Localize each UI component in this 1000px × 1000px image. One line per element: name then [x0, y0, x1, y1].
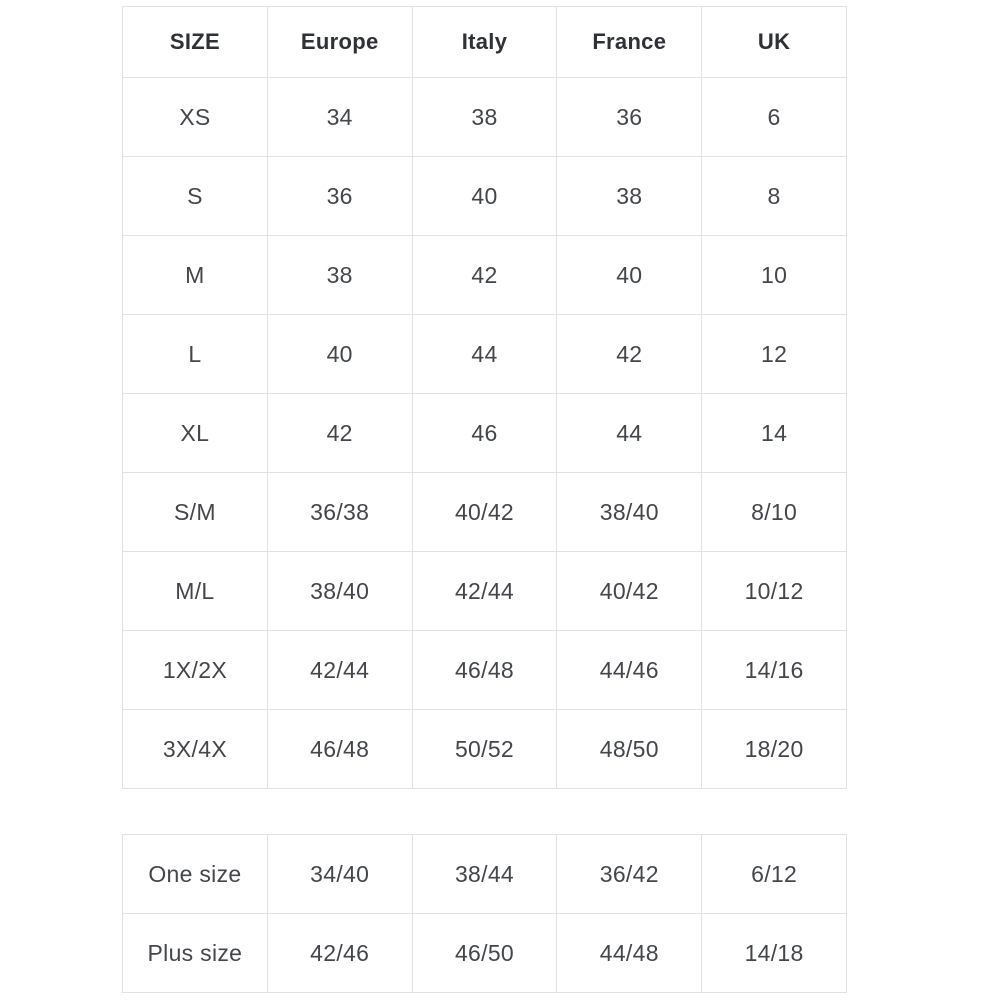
- size-label-cell: M: [123, 236, 268, 315]
- value-cell: 36: [267, 157, 412, 236]
- size-label-cell: One size: [123, 835, 268, 914]
- table-row: [123, 473, 847, 552]
- value-cell: 38: [557, 157, 702, 236]
- value-cell: 10/12: [702, 552, 847, 631]
- table-row: [123, 315, 847, 394]
- value-cell: 42: [557, 315, 702, 394]
- value-cell: 14/16: [702, 631, 847, 710]
- table-row: [123, 157, 847, 236]
- value-cell: 38/40: [557, 473, 702, 552]
- value-cell: 40/42: [557, 552, 702, 631]
- header-row: [123, 7, 847, 78]
- value-cell: 34: [267, 78, 412, 157]
- value-cell: 40/42: [412, 473, 557, 552]
- size-label-cell: Plus size: [123, 914, 268, 993]
- table-row: [123, 835, 847, 914]
- header-cell-france: France: [557, 7, 702, 78]
- value-cell: 44/48: [557, 914, 702, 993]
- table-row: [123, 914, 847, 993]
- table-row: [123, 552, 847, 631]
- value-cell: 14: [702, 394, 847, 473]
- value-cell: 46/50: [412, 914, 557, 993]
- value-cell: 48/50: [557, 710, 702, 789]
- size-label-cell: 3X/4X: [123, 710, 268, 789]
- value-cell: 34/40: [267, 835, 412, 914]
- value-cell: 44: [412, 315, 557, 394]
- value-cell: 36/42: [557, 835, 702, 914]
- value-cell: 10: [702, 236, 847, 315]
- header-cell-size: SIZE: [123, 7, 268, 78]
- value-cell: 46/48: [267, 710, 412, 789]
- size-label-cell: XL: [123, 394, 268, 473]
- table-row: [123, 236, 847, 315]
- value-cell: 46: [412, 394, 557, 473]
- value-cell: 38/40: [267, 552, 412, 631]
- size-conversion-table: [122, 6, 847, 789]
- value-cell: 42/46: [267, 914, 412, 993]
- value-cell: 36/38: [267, 473, 412, 552]
- value-cell: 40: [557, 236, 702, 315]
- table-row: [123, 710, 847, 789]
- size-label-cell: XS: [123, 78, 268, 157]
- table-row: [123, 78, 847, 157]
- value-cell: 38/44: [412, 835, 557, 914]
- value-cell: 8: [702, 157, 847, 236]
- header-cell-italy: Italy: [412, 7, 557, 78]
- value-cell: 40: [267, 315, 412, 394]
- table-header: [123, 7, 847, 78]
- size-label-cell: S: [123, 157, 268, 236]
- table-row: [123, 631, 847, 710]
- value-cell: 44: [557, 394, 702, 473]
- value-cell: 38: [412, 78, 557, 157]
- value-cell: 46/48: [412, 631, 557, 710]
- value-cell: 6: [702, 78, 847, 157]
- value-cell: 42: [412, 236, 557, 315]
- size-label-cell: M/L: [123, 552, 268, 631]
- value-cell: 42: [267, 394, 412, 473]
- table-row: [123, 394, 847, 473]
- value-cell: 42/44: [412, 552, 557, 631]
- value-cell: 18/20: [702, 710, 847, 789]
- value-cell: 36: [557, 78, 702, 157]
- table-body: [123, 835, 847, 993]
- value-cell: 50/52: [412, 710, 557, 789]
- value-cell: 8/10: [702, 473, 847, 552]
- value-cell: 40: [412, 157, 557, 236]
- table-body: [123, 78, 847, 789]
- size-label-cell: L: [123, 315, 268, 394]
- header-cell-uk: UK: [702, 7, 847, 78]
- special-sizes-table: [122, 834, 847, 993]
- value-cell: 44/46: [557, 631, 702, 710]
- size-label-cell: 1X/2X: [123, 631, 268, 710]
- size-label-cell: S/M: [123, 473, 268, 552]
- value-cell: 6/12: [702, 835, 847, 914]
- value-cell: 14/18: [702, 914, 847, 993]
- value-cell: 12: [702, 315, 847, 394]
- value-cell: 42/44: [267, 631, 412, 710]
- header-cell-europe: Europe: [267, 7, 412, 78]
- value-cell: 38: [267, 236, 412, 315]
